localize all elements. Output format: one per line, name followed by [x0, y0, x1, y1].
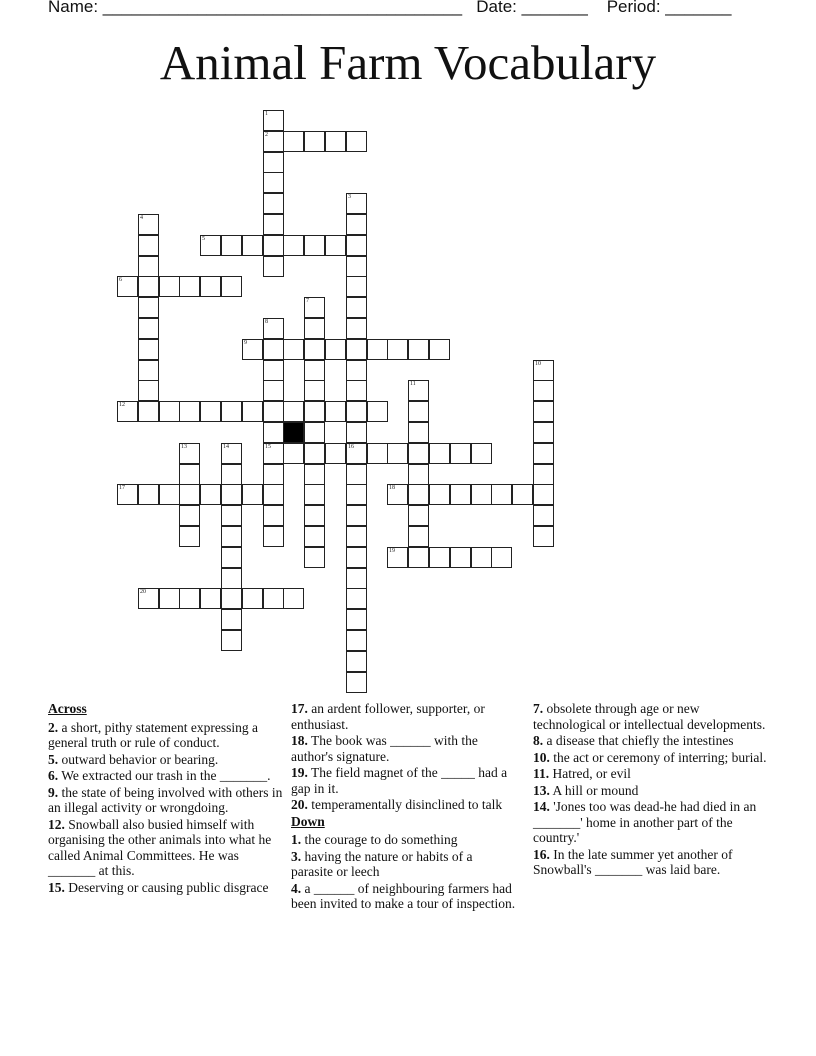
date-field[interactable]: Date: _______: [476, 0, 588, 16]
clue-number: 7.: [533, 701, 544, 716]
crossword-cell[interactable]: [221, 464, 242, 485]
clue-number-label: 7: [306, 298, 309, 304]
crossword-cell[interactable]: [283, 131, 304, 152]
crossword-cell[interactable]: [200, 235, 221, 256]
crossword-cell[interactable]: [159, 588, 180, 609]
clue-number: 1.: [291, 832, 302, 847]
crossword-cell[interactable]: [346, 630, 367, 651]
crossword-cell[interactable]: [346, 588, 367, 609]
crossword-cell[interactable]: [283, 339, 304, 360]
clue-number-label: 6: [119, 277, 122, 283]
clue-text: Deserving or causing public disgrace: [68, 879, 269, 895]
across-clue: [291, 701, 517, 732]
clue-text: We extracted our trash in the _______.: [61, 768, 271, 783]
crossword-cell[interactable]: [304, 401, 325, 422]
crossword-cell[interactable]: [263, 380, 284, 401]
clue-number-label: 8: [265, 319, 268, 325]
across-heading: Across: [48, 701, 87, 716]
crossword-cell[interactable]: [263, 235, 284, 256]
crossword-cell[interactable]: [138, 401, 159, 422]
clue-column-3: [533, 701, 773, 879]
clue-number: 5.: [48, 751, 59, 767]
across-clue: [291, 765, 517, 796]
crossword-cell[interactable]: [533, 380, 554, 401]
clue-number-label: 18: [389, 485, 395, 491]
clue-number: 13.: [533, 782, 550, 798]
crossword-cell[interactable]: [179, 588, 200, 609]
crossword-cell[interactable]: [346, 505, 367, 526]
crossword-cell[interactable]: [304, 443, 325, 464]
crossword-cell[interactable]: [263, 484, 284, 505]
down-clue: [533, 733, 773, 749]
crossword-cell[interactable]: [283, 588, 304, 609]
crossword-cell[interactable]: [138, 360, 159, 381]
crossword-cell[interactable]: [138, 380, 159, 401]
clue-number: 10.: [533, 749, 550, 765]
crossword-cell[interactable]: [346, 380, 367, 401]
crossword-cell[interactable]: [138, 214, 159, 235]
clue-number: 3.: [291, 848, 302, 864]
crossword-cell[interactable]: [304, 505, 325, 526]
crossword-cell[interactable]: [346, 235, 367, 256]
clue-number-label: 4: [140, 215, 143, 221]
crossword-cell[interactable]: [491, 547, 512, 568]
clue-number-label: 10: [535, 361, 541, 367]
crossword-cell[interactable]: [263, 464, 284, 485]
crossword-cell[interactable]: [304, 422, 325, 443]
clue-text: the act or ceremony of interring; burial.: [553, 749, 767, 765]
crossword-cell[interactable]: [304, 235, 325, 256]
crossword-cell[interactable]: [263, 588, 284, 609]
crossword-cell[interactable]: [367, 443, 388, 464]
clue-number-label: 9: [244, 340, 247, 346]
crossword-cell[interactable]: [533, 443, 554, 464]
crossword-cell[interactable]: [450, 484, 471, 505]
crossword-cell[interactable]: [533, 505, 554, 526]
crossword-cell[interactable]: [304, 297, 325, 318]
crossword-cell[interactable]: [346, 193, 367, 214]
crossword-cell[interactable]: [429, 484, 450, 505]
crossword-cell[interactable]: [221, 443, 242, 464]
crossword-cell[interactable]: [263, 360, 284, 381]
across-clue: [48, 785, 284, 816]
down-clue: [533, 799, 773, 846]
crossword-cell[interactable]: [408, 422, 429, 443]
crossword-cell[interactable]: [408, 484, 429, 505]
crossword-cell[interactable]: [283, 235, 304, 256]
clue-text: having the nature or habits of a parasite or leech: [291, 848, 473, 879]
crossword-cell[interactable]: [346, 651, 367, 672]
crossword-cell[interactable]: [283, 401, 304, 422]
clue-text: an ardent follower, supporter, or enthusiast.: [291, 701, 485, 732]
crossword-cell[interactable]: [179, 484, 200, 505]
across-clue: [48, 752, 284, 768]
clue-number: 17.: [291, 701, 308, 716]
clue-number-label: 16: [348, 444, 354, 450]
crossword-cell[interactable]: [346, 131, 367, 152]
crossword-cell[interactable]: [533, 464, 554, 485]
crossword-cell[interactable]: [533, 360, 554, 381]
clue-text: obsolete through age or new technological or intellectual developments.: [533, 701, 766, 732]
crossword-cell[interactable]: [221, 568, 242, 589]
crossword-cell[interactable]: [221, 526, 242, 547]
clue-number: 18.: [291, 733, 308, 748]
name-field[interactable]: Name: ______________________________________: [48, 0, 463, 16]
crossword-cell[interactable]: [346, 484, 367, 505]
crossword-cell[interactable]: [387, 484, 408, 505]
crossword-cell[interactable]: [200, 401, 221, 422]
crossword-cell[interactable]: [429, 547, 450, 568]
down-clue: [291, 849, 517, 880]
clue-number-label: 1: [265, 111, 268, 117]
crossword-cell[interactable]: [325, 401, 346, 422]
crossword-cell[interactable]: [408, 443, 429, 464]
down-clue: [533, 783, 773, 799]
crossword-cell[interactable]: [346, 672, 367, 693]
crossword-cell[interactable]: [304, 360, 325, 381]
crossword-cell[interactable]: [387, 443, 408, 464]
crossword-cell[interactable]: [304, 484, 325, 505]
clue-number: 8.: [533, 733, 544, 748]
crossword-cell[interactable]: [491, 484, 512, 505]
crossword-cell[interactable]: [387, 547, 408, 568]
clue-column-1: [48, 701, 284, 896]
across-clue: [291, 797, 517, 813]
clue-text: 'Jones too was dead-he had died in an _______' home in another part of the country.': [533, 799, 757, 845]
down-clue: [533, 847, 773, 878]
clue-text: a ______ of neighbouring farmers had been invited to make a tour of inspection.: [291, 880, 516, 911]
crossword-cell[interactable]: [533, 401, 554, 422]
crossword-cell[interactable]: [221, 484, 242, 505]
crossword-cell[interactable]: [117, 276, 138, 297]
crossword-cell[interactable]: [304, 380, 325, 401]
crossword-cell[interactable]: [159, 401, 180, 422]
crossword-cell[interactable]: [138, 318, 159, 339]
clue-text: A hill or mound: [552, 782, 639, 798]
crossword-cell[interactable]: [346, 464, 367, 485]
clue-text: a disease that chiefly the intestines: [546, 733, 734, 748]
clue-number: 12.: [48, 816, 65, 832]
period-field[interactable]: Period: _______: [606, 0, 732, 16]
clue-number: 9.: [48, 784, 59, 800]
crossword-cell[interactable]: [263, 443, 284, 464]
down-heading: Down: [291, 813, 325, 829]
crossword-cell[interactable]: [179, 401, 200, 422]
crossword-cell[interactable]: [138, 484, 159, 505]
crossword-cell[interactable]: [138, 339, 159, 360]
crossword-cell[interactable]: [408, 464, 429, 485]
crossword-cell[interactable]: [263, 256, 284, 277]
crossword-cell[interactable]: [304, 547, 325, 568]
across-clue: [291, 733, 517, 764]
crossword-cell[interactable]: [346, 547, 367, 568]
crossword-cell[interactable]: [179, 443, 200, 464]
crossword-cell[interactable]: [471, 443, 492, 464]
crossword-cell[interactable]: [263, 339, 284, 360]
clue-text: outward behavior or bearing.: [61, 751, 219, 767]
crossword-cell[interactable]: [346, 339, 367, 360]
crossword-cell[interactable]: [408, 401, 429, 422]
crossword-cell[interactable]: [242, 484, 263, 505]
clue-number-label: 11: [410, 381, 416, 387]
crossword-cell[interactable]: [263, 152, 284, 173]
clue-text: the courage to do something: [304, 832, 458, 847]
crossword-cell[interactable]: [304, 339, 325, 360]
down-clue: [291, 881, 517, 912]
crossword-cell[interactable]: [242, 235, 263, 256]
clue-number-label: 13: [181, 444, 187, 450]
crossword-cell[interactable]: [138, 256, 159, 277]
clue-text: The book was ______ with the author's signature.: [291, 733, 478, 764]
crossword-cell[interactable]: [159, 484, 180, 505]
clue-number: 16.: [533, 846, 550, 862]
crossword-cell[interactable]: [367, 339, 388, 360]
clue-text: In the late summer yet another of Snowball's _______ was laid bare.: [533, 846, 733, 877]
crossword-cell[interactable]: [200, 484, 221, 505]
crossword-cell[interactable]: [408, 339, 429, 360]
crossword-cell[interactable]: [346, 297, 367, 318]
across-clue: [48, 720, 284, 751]
clue-text: Snowball also busied himself with organising the other animals into what he called Animal Committees. He was _______ at this.: [48, 816, 272, 878]
crossword-cell[interactable]: [346, 214, 367, 235]
crossword-cell[interactable]: [346, 609, 367, 630]
crossword-cell[interactable]: [346, 568, 367, 589]
clue-number: 2.: [48, 719, 59, 735]
crossword-cell[interactable]: [242, 339, 263, 360]
crossword-cell[interactable]: [179, 526, 200, 547]
crossword-cell[interactable]: [117, 401, 138, 422]
crossword-cell[interactable]: [117, 484, 138, 505]
crossword-cell[interactable]: [221, 505, 242, 526]
crossword-cell[interactable]: [429, 339, 450, 360]
crossword-cell[interactable]: [263, 422, 284, 443]
crossword-cell[interactable]: [138, 235, 159, 256]
clue-number: 4.: [291, 880, 302, 896]
clue-number-label: 15: [265, 444, 271, 450]
crossword-cell[interactable]: [367, 401, 388, 422]
crossword-cell[interactable]: [325, 131, 346, 152]
down-clue: [533, 750, 773, 766]
down-clue: [533, 766, 773, 782]
crossword-cell[interactable]: [159, 276, 180, 297]
crossword-cell[interactable]: [221, 630, 242, 651]
clue-number-label: 5: [202, 236, 205, 242]
across-clue: [48, 880, 284, 896]
clue-text: The field magnet of the _____ had a gap in it.: [291, 765, 508, 796]
crossword-cell[interactable]: [242, 401, 263, 422]
crossword-cell[interactable]: [304, 318, 325, 339]
crossword-cell[interactable]: [429, 443, 450, 464]
clue-number: 11.: [533, 766, 550, 781]
crossword-cell[interactable]: [346, 443, 367, 464]
clue-number: 14.: [533, 799, 550, 814]
across-clue: [48, 817, 284, 879]
crossword-cell[interactable]: [242, 588, 263, 609]
crossword-cell[interactable]: [179, 464, 200, 485]
crossword-cell[interactable]: [221, 547, 242, 568]
crossword-cell[interactable]: [325, 443, 346, 464]
crossword-cell[interactable]: [263, 401, 284, 422]
clue-number-label: 17: [119, 485, 125, 491]
crossword-cell[interactable]: [408, 380, 429, 401]
crossword-cell[interactable]: [263, 193, 284, 214]
crossword-cell[interactable]: [179, 276, 200, 297]
crossword-cell[interactable]: [221, 235, 242, 256]
crossword-cell[interactable]: [138, 297, 159, 318]
crossword-cell[interactable]: [408, 547, 429, 568]
crossword-cell[interactable]: [263, 214, 284, 235]
crossword-cell[interactable]: [325, 339, 346, 360]
crossword-cell[interactable]: [346, 422, 367, 443]
clue-number-label: 19: [389, 548, 395, 554]
crossword-cell[interactable]: [263, 318, 284, 339]
crossword-cell[interactable]: [346, 256, 367, 277]
crossword-cell[interactable]: [138, 588, 159, 609]
crossword-cell[interactable]: [450, 547, 471, 568]
crossword-cell[interactable]: [304, 464, 325, 485]
crossword-cell[interactable]: [263, 526, 284, 547]
crossword-cell[interactable]: [450, 443, 471, 464]
clue-text: the state of being involved with others in an illegal activity or wrongdoing.: [48, 784, 283, 815]
crossword-cell[interactable]: [263, 505, 284, 526]
crossword-cell[interactable]: [346, 360, 367, 381]
clue-text: a short, pithy statement expressing a general truth or rule of conduct.: [48, 719, 258, 750]
crossword-cell[interactable]: [283, 443, 304, 464]
crossword-cell[interactable]: [304, 526, 325, 547]
crossword-cell[interactable]: [533, 484, 554, 505]
crossword-cell[interactable]: [408, 526, 429, 547]
crossword-cell[interactable]: [304, 131, 325, 152]
clue-number: 19.: [291, 765, 308, 780]
crossword-cell[interactable]: [179, 505, 200, 526]
clue-text: temperamentally disinclined to talk: [311, 797, 503, 812]
crossword-cell[interactable]: [263, 131, 284, 152]
clue-column-2: [291, 701, 517, 913]
crossword-cell[interactable]: [346, 526, 367, 547]
clue-number-label: 14: [223, 444, 229, 450]
crossword-cell[interactable]: [325, 235, 346, 256]
crossword-cell[interactable]: [263, 110, 284, 131]
down-clue: [533, 701, 773, 732]
page-title: Animal Farm Vocabulary: [159, 35, 657, 90]
crossword-cell[interactable]: [533, 422, 554, 443]
black-square: [283, 422, 304, 443]
crossword-cell[interactable]: [346, 401, 367, 422]
crossword-cell[interactable]: [200, 276, 221, 297]
crossword-cell[interactable]: [200, 588, 221, 609]
crossword-cell[interactable]: [512, 484, 533, 505]
clue-text: Hatred, or evil: [552, 766, 631, 781]
clue-number: 20.: [291, 797, 308, 812]
crossword-cell[interactable]: [346, 318, 367, 339]
clue-number: 6.: [48, 768, 59, 783]
crossword-cell[interactable]: [408, 505, 429, 526]
crossword-cell[interactable]: [221, 401, 242, 422]
crossword-cell[interactable]: [387, 339, 408, 360]
crossword-cell[interactable]: [533, 526, 554, 547]
crossword-cell[interactable]: [263, 172, 284, 193]
crossword-cell[interactable]: [471, 547, 492, 568]
clue-number-label: 3: [348, 194, 351, 200]
down-clue: [291, 832, 517, 848]
clue-number: 15.: [48, 879, 65, 895]
clue-number-label: 20: [140, 589, 146, 595]
crossword-cell[interactable]: [221, 276, 242, 297]
crossword-cell[interactable]: [221, 588, 242, 609]
across-clue: [48, 768, 284, 784]
crossword-cell[interactable]: [138, 276, 159, 297]
clue-number-label: 2: [265, 132, 268, 138]
crossword-cell[interactable]: [471, 484, 492, 505]
crossword-cell[interactable]: [346, 276, 367, 297]
crossword-cell[interactable]: [221, 609, 242, 630]
clue-number-label: 12: [119, 402, 125, 408]
